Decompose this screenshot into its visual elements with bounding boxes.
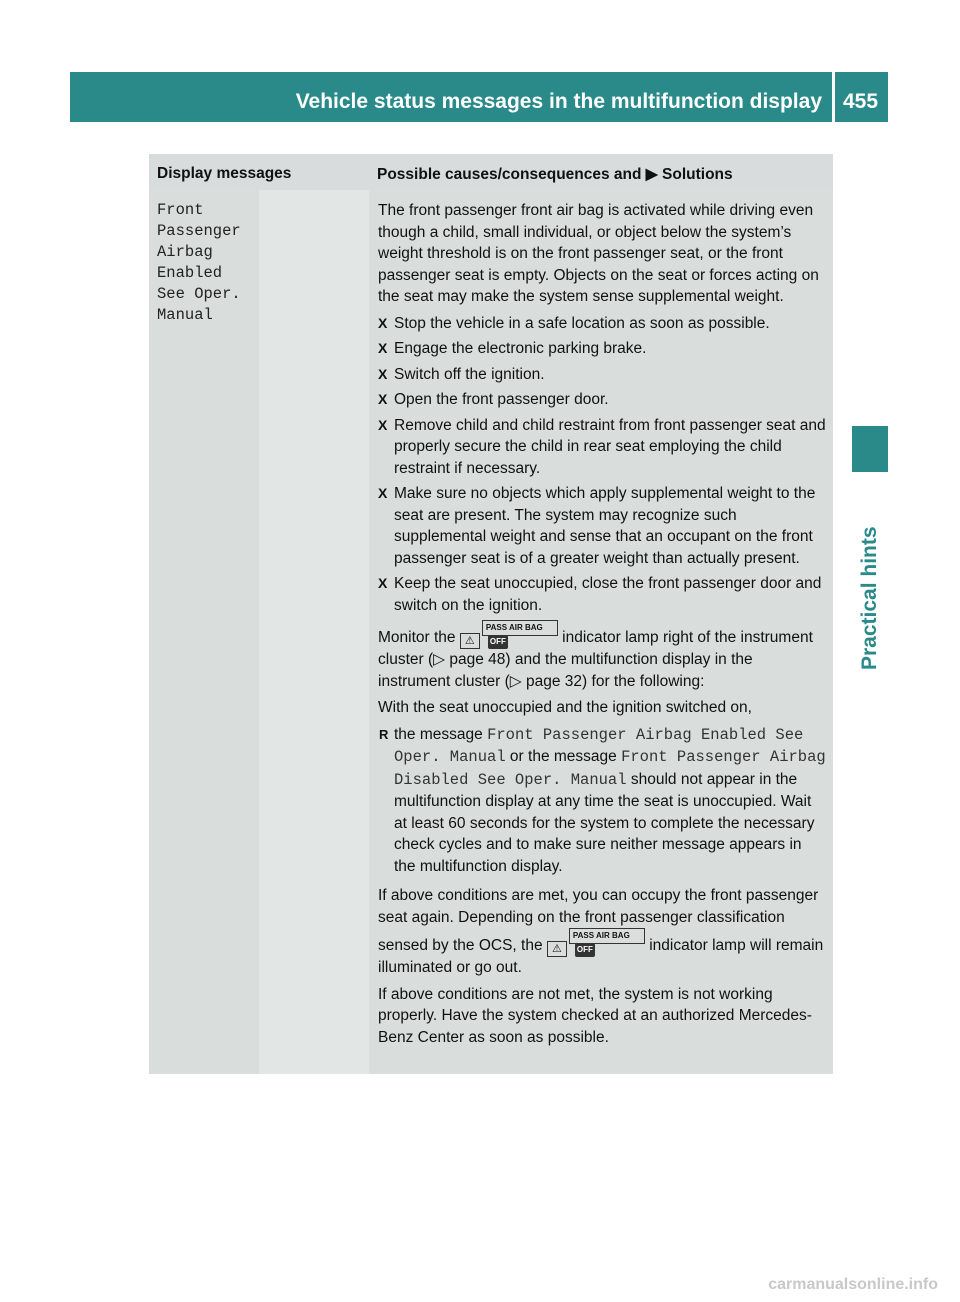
pass-air-bag-off-icon: PASS AIR BAGOFF <box>569 928 645 944</box>
monitor-paragraph: Monitor the ⚠PASS AIR BAGOFF indicator lamp right of the instrument cluster (▷ page 48) and the multifunction display in the instrument cluster (▷ page 32) for the following: <box>378 620 827 692</box>
child-seat-indicator-icon: ⚠ <box>547 941 567 957</box>
arrow-right-icon: ▶ <box>645 166 658 183</box>
footer-watermark[interactable]: carmanualsonline.info <box>768 1276 938 1293</box>
page-number: 455 <box>835 72 888 122</box>
header-display-messages: Display messages <box>157 165 292 182</box>
condition-paragraph: With the seat unoccupied and the ignition switched on, <box>378 699 752 716</box>
step-item: X Keep the seat unoccupied, close the front passenger door and switch on the ignition. <box>378 573 827 616</box>
step-item: X Remove child and child restraint from front passenger seat and properly secure the child in rear seat employing the child restraint if necessary. <box>378 415 827 480</box>
empty-cell <box>259 190 369 1074</box>
step-item: X Stop the vehicle in a safe location as soon as possible. <box>378 313 827 335</box>
page-header <box>70 72 888 122</box>
pass-air-bag-off-icon: PASS AIR BAGOFF <box>482 620 558 636</box>
child-seat-indicator-icon: ⚠ <box>460 633 480 649</box>
not-met-paragraph: If above conditions are not met, the system is not working properly. Have the system checked at an authorized Mercedes-Benz Center as soon as possible. <box>378 985 812 1046</box>
table-row <box>149 190 833 1074</box>
step-item: X Open the front passenger door. <box>378 389 827 411</box>
header-causes-solutions: Possible causes/consequences and ▶ Solutions <box>377 166 733 183</box>
status-messages-table <box>149 154 833 1074</box>
causes-solutions-cell <box>369 190 833 1074</box>
side-tab-marker <box>852 426 888 472</box>
step-item: X Switch off the ignition. <box>378 364 827 386</box>
display-message-cell: Front Passenger Airbag Enabled See Oper. Manual <box>149 190 259 1074</box>
occupy-paragraph: If above conditions are met, you can occupy the front passenger seat again. Depending on the front passenger classification sensed by the OCS, the ⚠PASS AIR BAGOFF indicator lamp will remain illuminated or go out. <box>378 887 824 976</box>
step-item: X Engage the electronic parking brake. <box>378 338 827 360</box>
side-tab-label: Practical hints <box>858 526 881 670</box>
step-item: X Make sure no objects which apply supplemental weight to the seat are present. The system may recognize such supplemental weight and sense that an occupant on the front passenger seat is of a greater weight than actually present. <box>378 483 827 569</box>
table-header <box>149 154 833 190</box>
intro-paragraph: The front passenger front air bag is activated while driving even though a child, small individual, or object below the system’s weight threshold is on the front passenger seat, or the front passenger seat is empty. Objects on the seat or forces acting on the seat may make the system sense supplemental weight. <box>378 202 819 305</box>
bullet-item: R the message Front Passenger Airbag Enabled See Oper. Manual or the message Front Passenger Airbag Disabled See Oper. Manual should not appear in the multifunction display at any time the seat is unoccupied. Wait at least 60 seconds for the system to complete the necessary check cycles and to make sure neither message appears in the multifunction display. <box>378 724 827 878</box>
header-title: Vehicle status messages in the multifunction display <box>70 72 832 122</box>
